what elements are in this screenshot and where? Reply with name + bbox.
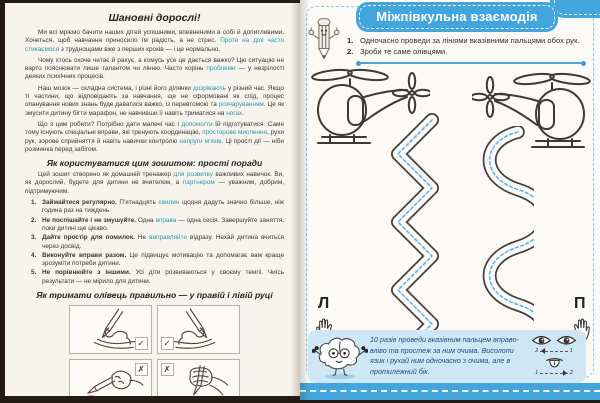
grip-panel-wrong-fist — [157, 359, 240, 396]
eyes-direction-label — [535, 348, 573, 354]
check-icon: ✓ — [161, 337, 174, 350]
eye-icon — [556, 334, 577, 347]
tongue-direction-label — [535, 370, 573, 376]
tip-box — [308, 330, 586, 383]
intro-paragraph: Ми всі мріємо бачити наших дітей успішними, впевненими в собі й допитливими. Хочеться, щоб навчання приносило їм радість, а не стрес. Проте на ділі часто стикаємося з труднощами вже з перших кроків — і це нормально. — [25, 29, 285, 53]
page-bottom-band — [300, 383, 600, 400]
sequence-number: 1 — [535, 370, 538, 376]
list-item — [31, 217, 284, 234]
paragraph: Чому хтось охоче читає й рахує, а комусь усе це дається важко? Цю ситуацію не варто пояснювати лише талантом чи лінню. Часто корінь проблеми — у незрілості деяких психічних процесів. — [25, 56, 284, 81]
list-item-number: 2. — [31, 216, 37, 224]
right-hand-letter: П — [574, 295, 586, 312]
left-page — [5, 3, 300, 396]
cross-icon: ✗ — [135, 363, 148, 376]
right-page — [300, 0, 600, 400]
advice-list — [25, 199, 284, 286]
list-item — [31, 252, 284, 269]
list-item — [31, 269, 284, 286]
list-item-number: 1. — [31, 199, 37, 207]
eye-icon — [531, 334, 552, 347]
list-item — [31, 199, 284, 216]
sequence-diagram — [527, 334, 581, 378]
list-item-text: Займайтеся регулярно. П'ятнадцять хвилин щодня дадуть значно більше, ніж година раз на тиждень. — [42, 199, 285, 215]
grip-panel-wrong-drag — [69, 359, 152, 396]
sequence-number: 2 — [535, 348, 538, 354]
cross-icon: ✗ — [161, 363, 174, 376]
arrow-right-icon — [540, 373, 568, 374]
guide-intro-paragraph: Цей зошит створено як домашній тренажер для розвитку важливих навичок. Ви, як дорослий, будете для дитини не вчителем, а партнером — уважним, добрим, підтримуючим. — [25, 171, 284, 195]
list-item-text: Дайте простір для помилок. Не виправляйте відразу. Нехай дитина вчиться через досвід. — [42, 234, 284, 250]
divider-line — [358, 62, 584, 64]
list-item-text: Виконуйте вправи разом. Це підвищує мотивацію та допомагає вам краще зрозуміти потреби дитини. — [42, 251, 285, 268]
grip-panel-correct-right — [69, 305, 152, 354]
list-item-number: 3. — [31, 234, 37, 242]
page-title: Шановні дорослі! — [108, 12, 201, 24]
instructions-list — [347, 35, 597, 57]
grip-panels-grid — [69, 305, 241, 396]
brain-mascot-icon — [312, 334, 368, 380]
instruction-step — [347, 46, 597, 57]
step-number: 1. — [347, 36, 354, 45]
list-item-text: Не поспішайте і не змушуйте. Одна вправа — одна сесія. Завершуйте заняття, поки дитині ще цікаво. — [42, 216, 284, 232]
paragraph: Що з цим робити? Потрібно дати малечі час і допомогти їй підготуватися. Саме тому існують спеціальні вправи, які тренують координацію, просторове мислення, рухи рук, зорове сприйняття й навіть навички контролю напруги м'язів. Ці прості дії — ніби розминка перед забігом. — [25, 120, 284, 153]
helicopter-right-icon — [472, 70, 592, 152]
sequence-number: 2 — [570, 370, 573, 376]
guide-section-title: Як користуватися цим зошитом: прості поради — [46, 158, 263, 169]
check-icon: ✓ — [135, 337, 148, 350]
paragraph: Наш мозок — складна система, і різні його ділянки дозрівають у різний час. Якщо ті частини, що відповідають за навчання, ще не сформовані як слід, процес опанування нових знань буде даватися важко, із перевтомою та розчаруванням. Це як змусити дитину бігти марафон, не навчивши її навіть триматися на ногах. — [25, 84, 284, 117]
list-item-number: 4. — [31, 251, 37, 259]
list-item-text: Не порівнюйте з іншими. Усі діти розвиваються у своєму темпі. Чиїсь результати — не мірило для дитини. — [42, 269, 284, 285]
step-text: Одночасно проведи за лініями вказівними пальцями обох рук. — [360, 36, 580, 45]
sequence-number: 1 — [570, 348, 573, 354]
list-item — [31, 234, 284, 251]
arrow-left-icon — [540, 351, 568, 352]
tip-text: 10 разів проведи вказівним пальцем вправо-вліво та простеж за ним очима. Висолопи язик і рухай ним одночасно з очима, але в протилежний бік. — [370, 335, 519, 376]
grip-panel-correct-left — [157, 305, 240, 354]
exercise-banner — [356, 2, 558, 32]
step-text: Зроби те саме олівцями. — [360, 47, 448, 56]
eyes-icons — [531, 334, 577, 347]
step-number: 2. — [347, 47, 354, 56]
pencil-mascot-icon — [307, 16, 341, 64]
left-hand-letter: Л — [318, 295, 330, 312]
grip-section-title: Як тримати олівець правильно — у правій і лівій руці — [36, 290, 273, 301]
list-item-number: 5. — [31, 269, 37, 277]
instruction-step — [347, 35, 597, 46]
helicopter-left-icon — [310, 66, 430, 148]
exercise-title: Міжпівкульна взаємодія — [376, 9, 538, 24]
tongue-icon — [545, 356, 564, 369]
